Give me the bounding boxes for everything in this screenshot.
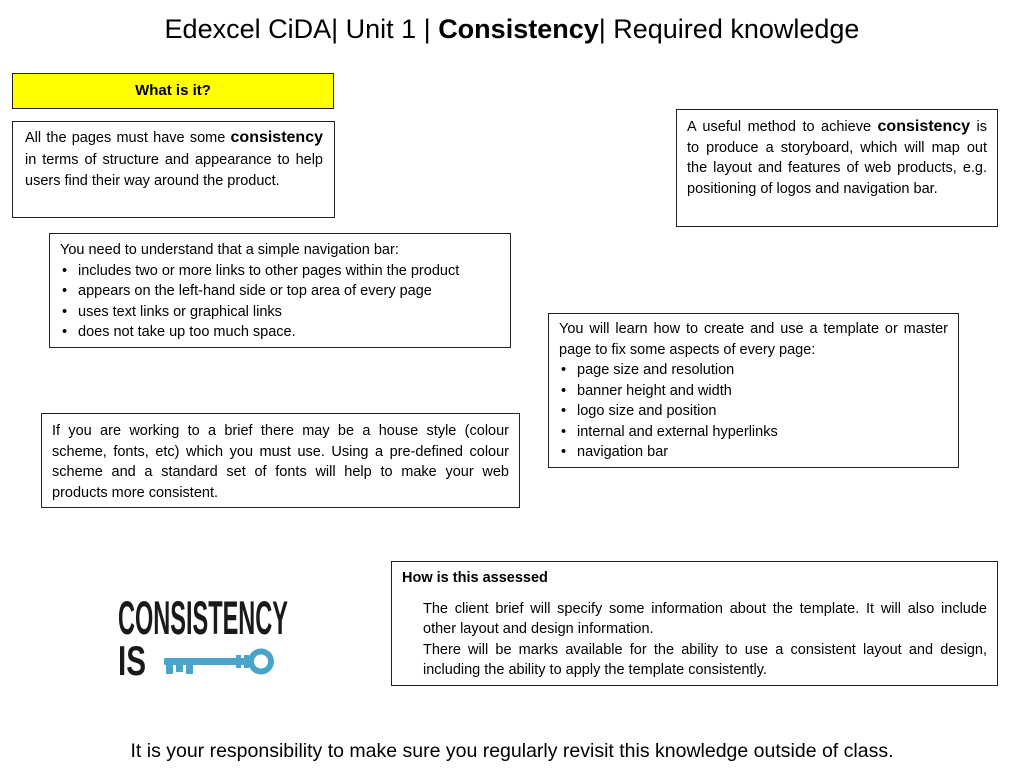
key-icon xyxy=(164,649,274,675)
list-item: • uses text links or graphical links xyxy=(60,302,500,323)
list-item: • navigation bar xyxy=(559,442,948,463)
what-is-it-box xyxy=(12,121,335,218)
page-title xyxy=(0,12,1024,46)
key-tooth xyxy=(176,664,183,672)
house-style-box xyxy=(41,413,520,508)
title-suffix: | Required knowledge xyxy=(598,14,860,44)
template-intro: You will learn how to create and use a template or master page to fix some aspects of every page: xyxy=(559,321,948,358)
assessment-box xyxy=(391,561,998,686)
assessment-heading: How is this assessed xyxy=(402,570,548,586)
template-list xyxy=(559,360,948,463)
list-item: • logo size and position xyxy=(559,401,948,422)
storyboard-keyword: consistency xyxy=(877,118,971,135)
list-item: • appears on the left-hand side or top area of every page xyxy=(60,281,500,302)
list-item: • banner height and width xyxy=(559,381,948,402)
title-prefix: Edexcel CiDA| Unit 1 | xyxy=(164,14,439,44)
navigation-list xyxy=(60,261,500,343)
logo-line-2: IS xyxy=(118,637,146,684)
what-is-it-label: What is it? xyxy=(12,73,334,109)
footer-note: It is your responsibility to make sure you regularly revisit this knowledge outside of class. xyxy=(130,740,894,762)
storyboard-text-start: A useful method to achieve xyxy=(687,119,878,135)
house-style-text: If you are working to a brief there may be a house style (colour scheme, fonts, etc) which you must use. Using a pre-defined colour scheme and a standard set of fonts will help to make your web products more consistent. xyxy=(52,423,509,501)
assessment-paragraph-1: The client brief will specify some information about the template. It will also include other layout and design information. xyxy=(423,600,987,637)
assessment-paragraph-2: There will be marks available for the ability to use a consistent layout and design, including the ability to apply the template consistently. xyxy=(423,641,987,678)
consistency-is-key-logo xyxy=(118,591,290,684)
list-item: • includes two or more links to other pages within the product xyxy=(60,261,500,282)
key-bow-hole xyxy=(254,655,268,669)
storyboard-box xyxy=(676,109,998,227)
key-tooth xyxy=(186,664,193,674)
template-box xyxy=(548,313,959,468)
storyboard-text-end: is to produce a storyboard, which will map out the layout and features of web products, e.g. positioning of logos and navigation bar. xyxy=(687,119,987,197)
list-item: • page size and resolution xyxy=(559,360,948,381)
key-tooth xyxy=(166,664,173,674)
navigation-bar-box xyxy=(49,233,511,348)
what-is-it-keyword: consistency xyxy=(230,129,323,146)
what-is-it-text-end: in terms of structure and appearance to help users find their way around the product. xyxy=(25,151,323,189)
title-topic: Consistency xyxy=(438,14,599,44)
navigation-intro: You need to understand that a simple navigation bar: xyxy=(60,242,399,258)
list-item: • does not take up too much space. xyxy=(60,322,500,343)
what-is-it-text-start: All the pages must have some xyxy=(25,130,231,146)
logo-line-1: CONSISTENCY xyxy=(118,591,288,644)
key-shaft xyxy=(164,658,256,665)
list-item: • internal and external hyperlinks xyxy=(559,422,948,443)
key-collar xyxy=(236,655,241,668)
